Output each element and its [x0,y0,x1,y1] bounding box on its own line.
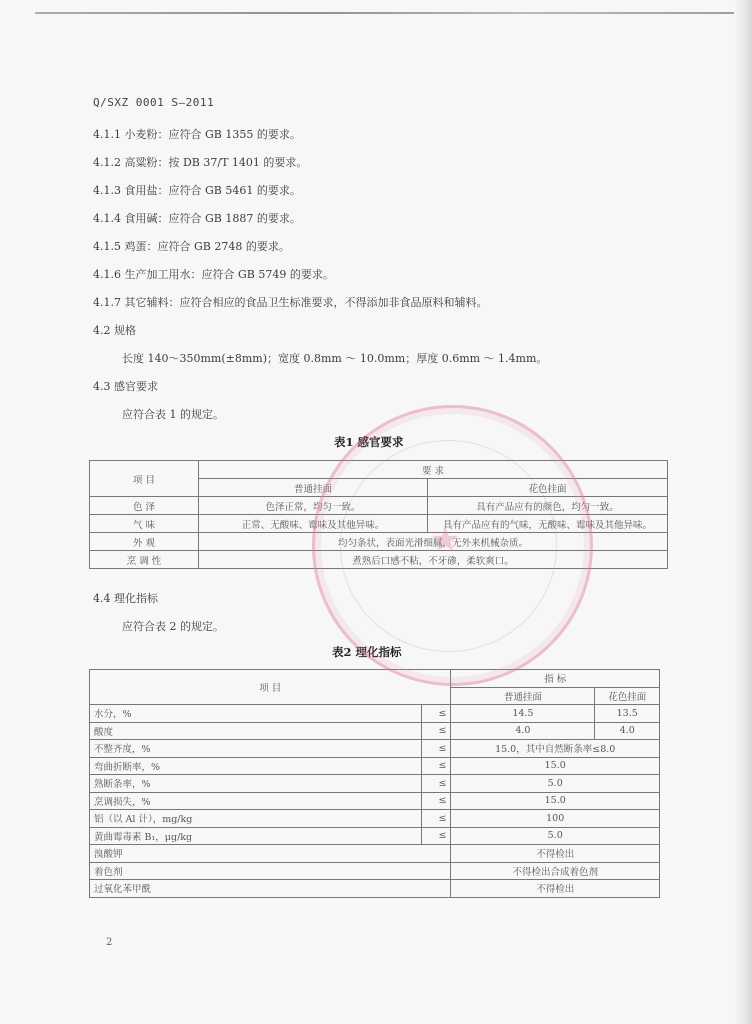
table2-operator: ≤ [422,827,451,845]
table2-header-item: 项 目 [90,670,451,705]
table2-item: 不整齐度，% [90,740,422,758]
table2-cell: 5.0 [451,775,660,793]
table2-cell: 15.0 [451,792,660,810]
clause-4-1-3: 4.1.3 食用盐：应符合 GB 5461 的要求。 [93,184,301,197]
table2-operator: ≤ [422,757,451,775]
clause-4-1-2: 4.1.2 高粱粉：按 DB 37/T 1401 的要求。 [93,156,308,169]
table2-item: 弯曲折断率，% [90,757,422,775]
table2-operator: ≤ [422,705,451,723]
section-4-3: 4.3 感官要求 [93,380,158,393]
table-row [90,845,660,863]
table2-item: 溴酸钾 [90,845,451,863]
standard-number: Q/SXZ 0001 S—2011 [93,96,215,109]
table1-cell: 色泽正常，均匀一致。 [199,497,428,515]
table1-caption: 表1 感官要求 [334,435,404,449]
section-4-2: 4.2 规格 [93,324,136,337]
table2-cell: 15.0 [451,757,660,775]
table2-header-index: 指 标 [451,670,660,688]
clause-4-1-6: 4.1.6 生产加工用水：应符合 GB 5749 的要求。 [93,268,334,281]
table2-cell: 15.0，其中自然断条率≤8.0 [451,740,660,758]
table1-cell: 正常、无酸味、霉味及其他异味。 [199,515,428,533]
table2-item: 着色剂 [90,862,451,880]
table-row [90,880,660,898]
table2-item: 黄曲霉毒素 B₁，μg/kg [90,827,422,845]
clause-4-1-1: 4.1.1 小麦粉：应符合 GB 1355 的要求。 [93,128,301,141]
table-row [90,827,660,845]
table-row [90,740,660,758]
clause-4-1-5: 4.1.5 鸡蛋：应符合 GB 2748 的要求。 [93,240,290,253]
table2-reference: 应符合表 2 的规定。 [122,620,224,633]
table-row [90,810,660,828]
table-row [90,722,660,740]
table2-item: 熟断条率，% [90,775,422,793]
spec-text: 长度 140～350mm(±8mm)；宽度 0.8mm ～ 10.0mm；厚度 0.6mm ～ 1.4mm。 [122,352,548,365]
table2-cell: 13.5 [595,705,660,723]
table2-item: 水分，% [90,705,422,723]
table2-cell: 4.0 [451,722,595,740]
table2-item: 烹调损失，% [90,792,422,810]
table-row [90,862,660,880]
table-row [90,705,660,723]
table1-cell: 具有产品应有的气味，无酸味、霉味及其他异味。 [428,515,668,533]
table2-cell: 100 [451,810,660,828]
table2-item: 酸度 [90,722,422,740]
table2-operator: ≤ [422,722,451,740]
clause-4-1-7: 4.1.7 其它辅料：应符合相应的食品卫生标准要求，不得添加非食品原料和辅料。 [93,296,488,309]
table2-cell: 5.0 [451,827,660,845]
table2-cell: 不得检出 [451,845,660,863]
table2-sub-regular: 普通挂面 [451,687,595,705]
table1-item: 气 味 [90,515,199,533]
table1-item: 外 观 [90,533,199,551]
table1-cell: 均匀条状，表面光滑细腻，无外来机械杂质。 [199,533,668,551]
table1-item: 色 泽 [90,497,199,515]
table2-cell: 14.5 [451,705,595,723]
table-row [90,757,660,775]
table2-caption: 表2 理化指标 [332,645,402,659]
table2-operator: ≤ [422,740,451,758]
table1-cell: 煮熟后口感不粘，不牙碜，柔软爽口。 [199,551,668,569]
scan-edge-shadow [734,0,752,1024]
table1-cell: 具有产品应有的颜色，均匀一致。 [428,497,668,515]
table2-cell: 4.0 [595,722,660,740]
table1-item: 烹 调 性 [90,551,199,569]
clause-4-1-4: 4.1.4 食用碱：应符合 GB 1887 的要求。 [93,212,301,225]
page-number: 2 [106,937,113,948]
table-row [90,775,660,793]
table1-header-requirement: 要 求 [199,461,668,479]
table1-header-item: 项 目 [90,461,199,497]
section-4-4: 4.4 理化指标 [93,592,158,605]
table1-reference: 应符合表 1 的规定。 [122,408,224,421]
table1-sub-flavored: 花色挂面 [428,479,668,497]
table2-item: 过氧化苯甲酰 [90,880,451,898]
table2-cell: 不得检出合成着色剂 [451,862,660,880]
seal-star-icon: ★ [430,520,461,560]
top-rule [35,12,735,14]
table2-operator: ≤ [422,792,451,810]
table-row [90,792,660,810]
table2-operator: ≤ [422,775,451,793]
table2-operator: ≤ [422,810,451,828]
physicochemical-table [89,669,660,898]
table2-sub-flavored: 花色挂面 [595,687,660,705]
table2-item: 铝（以 Al 计），mg/kg [90,810,422,828]
table1-sub-regular: 普通挂面 [199,479,428,497]
table2-cell: 不得检出 [451,880,660,898]
